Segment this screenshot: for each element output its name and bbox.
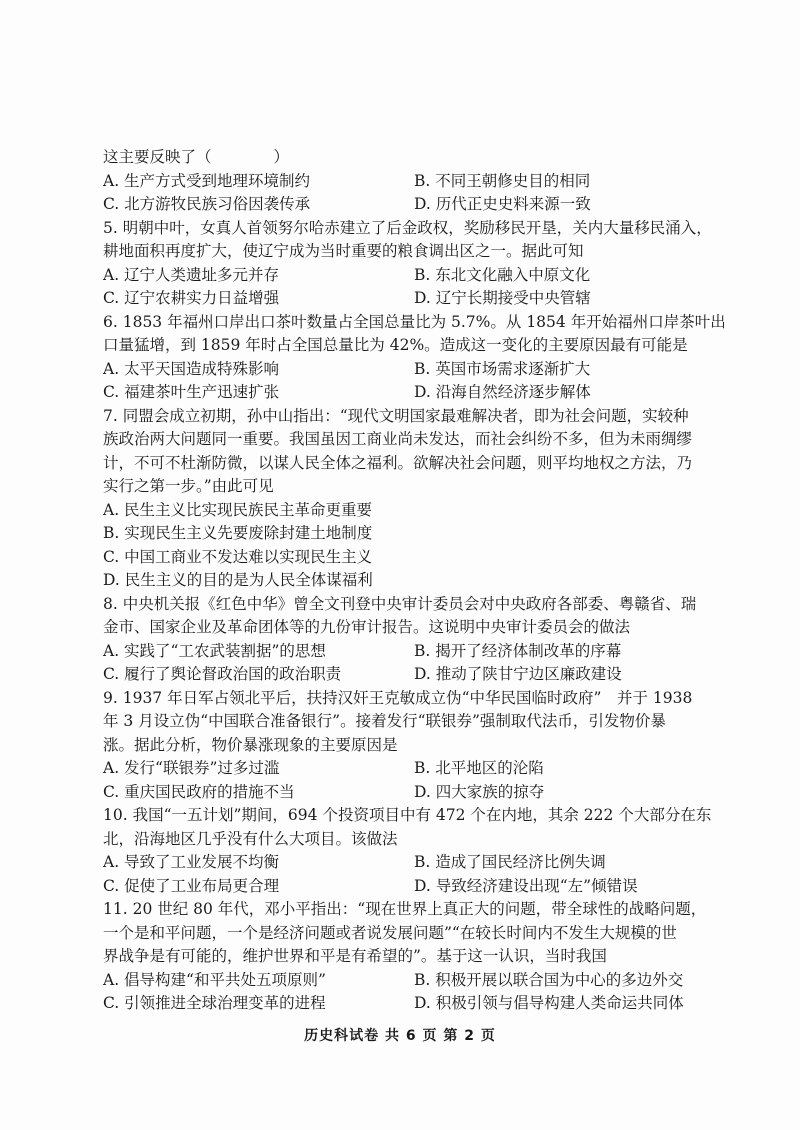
option-a[interactable]: A. 倡导构建“和平共处五项原则” [103, 970, 326, 989]
option-c[interactable]: C. 引领推进全球治理变革的进程 [103, 994, 326, 1012]
question-stem-line: 北，沿海地区几乎没有什么大项目。该做法 [103, 829, 398, 848]
option-b[interactable]: B. 实现民生主义先要废除封建土地制度 [103, 524, 373, 542]
option-a[interactable]: A. 太平天国造成特殊影响 [103, 359, 280, 378]
question-6 [103, 311, 726, 405]
question-9 [103, 687, 703, 805]
option-c[interactable]: C. 中国工商业不发达难以实现民生主义 [103, 547, 373, 566]
option-b[interactable]: B. 积极开展以联合国为中心的多边外交 [414, 970, 684, 989]
option-c[interactable]: C. 北方游牧民族习俗因袭传承 [103, 195, 311, 213]
question-7 [103, 405, 703, 593]
question-stem-line: 10. 我国“一五计划”期间，694 个投资项目中有 472 个在内地，其余 222 个大部分在东 [103, 806, 712, 824]
question-4 [103, 146, 703, 217]
question-stem-line: 计，不可不杜渐防微，以谋人民全体之福利。欲解决社会问题，则平均地权之方法，乃 [103, 453, 693, 472]
question-stem-line: 这主要反映了（ ） [103, 148, 290, 166]
option-d[interactable]: D. 沿海自然经济逐步解体 [414, 383, 591, 401]
question-stem-line: 界战争是有可能的，维护世界和平是有希望的”。基于这一认识，当时我国 [103, 947, 607, 965]
option-b[interactable]: B. 不同王朝修史目的相同 [414, 171, 591, 190]
option-a[interactable]: A. 实践了“工农武装割据”的思想 [103, 641, 326, 660]
option-b[interactable]: B. 揭开了经济体制改革的序幕 [414, 641, 622, 660]
question-stem-line: 实行之第一步。”由此可见 [103, 477, 274, 495]
option-b[interactable]: B. 英国市场需求逐渐扩大 [414, 359, 591, 378]
question-stem-line: 一个是和平问题，一个是经济问题或者说发展问题”“在较长时间内不发生大规模的世 [103, 923, 677, 942]
question-stem-line: 8. 中央机关报《红色中华》曾全文刊登中央审计委员会对中央政府各部委、粤赣省、瑞 [103, 594, 697, 613]
option-d[interactable]: D. 推动了陕甘宁边区廉政建设 [414, 665, 622, 683]
option-a[interactable]: A. 导致了工业发展不均衡 [103, 853, 280, 871]
question-stem-line: 口量猛增，到 1859 年时占全国总量比为 42%。造成这一变化的主要原因最有可能是 [103, 336, 688, 354]
question-stem-line: 11. 20 世纪 80 年代，邓小平指出：“现在世界上真正大的问题，带全球性的战略问题， [103, 900, 707, 918]
option-d[interactable]: D. 历代正史史料来源一致 [414, 195, 591, 213]
option-c[interactable]: C. 履行了舆论督政治国的政治职责 [103, 665, 342, 683]
option-c[interactable]: C. 福建茶叶生产迅速扩张 [103, 383, 280, 401]
question-stem-line: 金市、国家企业及革命团体等的九份审计报告。这说明中央审计委员会的做法 [103, 618, 631, 636]
question-list [103, 146, 726, 1016]
option-b[interactable]: B. 北平地区的沦陷 [414, 759, 544, 777]
option-d[interactable]: D. 辽宁长期接受中央管辖 [414, 289, 591, 307]
question-stem-line: 年 3 月设立伪“中国联合准备银行”。接着发行“联银券”强制取代法币，引发物价暴 [103, 712, 666, 730]
option-d[interactable]: D. 积极引领与倡导构建人类命运共同体 [414, 994, 684, 1012]
page-footer: 历史科试卷 共 6 页 第 2 页 [304, 1028, 496, 1044]
option-d[interactable]: D. 四大家族的掠夺 [414, 782, 545, 801]
option-c[interactable]: C. 促使了工业布局更合理 [103, 876, 280, 895]
option-a[interactable]: A. 民生主义比实现民族民主革命更重要 [103, 500, 373, 519]
option-b[interactable]: B. 造成了国民经济比例失调 [414, 853, 606, 871]
question-5 [103, 217, 712, 311]
question-stem-line: 6. 1853 年福州口岸出口茶叶数量占全国总量比为 5.7%。从 1854 年开始福州口岸茶叶出 [103, 312, 726, 331]
option-a[interactable]: A. 发行“联银券”过多过滥 [103, 759, 280, 777]
option-d[interactable]: D. 导致经济建设出现“左”倾错误 [414, 876, 638, 895]
option-a[interactable]: A. 辽宁人类遗址多元并存 [103, 265, 280, 284]
question-stem-line: 涨。据此分析，物价暴涨现象的主要原因是 [103, 735, 398, 754]
option-c[interactable]: C. 重庆国民政府的措施不当 [103, 782, 295, 801]
option-d[interactable]: D. 民生主义的目的是为人民全体谋福利 [103, 571, 373, 589]
question-stem-line: 9. 1937 年日军占领北平后，扶持汉奸王克敏成立伪“中华民国临时政府” 并于 1938 [103, 688, 693, 707]
question-10 [103, 804, 712, 898]
question-8 [103, 593, 703, 687]
option-c[interactable]: C. 辽宁农耕实力日益增强 [103, 289, 280, 307]
option-a[interactable]: A. 生产方式受到地理环境制约 [103, 171, 311, 190]
question-stem-line: 耕地面积再度扩大，使辽宁成为当时重要的粮食调出区之一。据此可知 [103, 242, 584, 260]
question-stem-line: 5. 明朝中叶，女真人首领努尔哈赤建立了后金政权，奖励移民开垦，关内大量移民涌入， [103, 218, 712, 237]
question-stem-line: 族政治两大问题同一重要。我国虽因工商业尚未发达，而社会纠纷不多，但为未雨绸缪 [103, 430, 693, 448]
question-11 [103, 898, 707, 1016]
option-b[interactable]: B. 东北文化融入中原文化 [414, 265, 591, 284]
question-stem-line: 7. 同盟会成立初期，孙中山指出：“现代文明国家最难解决者，即为社会问题，实较种 [103, 406, 689, 425]
